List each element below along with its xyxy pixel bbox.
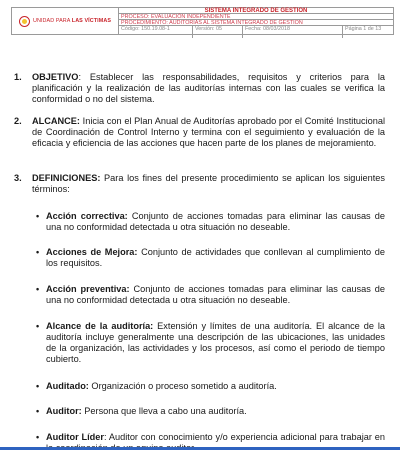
logo-text-a: UNIDAD PARA [32, 18, 72, 24]
definition-item [46, 211, 385, 233]
section-number: 3. [14, 173, 22, 183]
header-meta-row [119, 26, 393, 38]
system-title: SISTEMA INTEGRADO DE GESTION [119, 8, 393, 14]
logo-text-b: LAS VÍCTIMAS [71, 18, 112, 24]
section-number: 1. [14, 72, 22, 82]
section-text: Inicia con el Plan Anual de Auditorías aprobado por el Comité Institucional de Coordinación de Control Interno y termina con el seguimiento y evaluación de la eficacia y eficiencia de las acciones que hacen parte de los planes de mejoramiento. [32, 116, 385, 148]
unidad-victimas-logo [19, 16, 111, 27]
bullet-icon: • [36, 406, 40, 416]
definition-term: Auditado: [46, 381, 89, 391]
header-info [119, 8, 393, 34]
section-text: : Establecer las responsabilidades, requisitos y criterios para la planificación y la realización de las auditorías internas con las cuales se verifica la conformidad o no del sistema. [32, 72, 385, 104]
logo-text [33, 18, 111, 24]
definition-term: Auditor Líder [46, 432, 104, 442]
codigo-label: Código: 150.19.08-1 [119, 26, 193, 38]
definition-term: Acción correctiva: [46, 211, 128, 221]
definition-term: Acción preventiva: [46, 284, 130, 294]
definition-text: Extensión y límites de una auditoría. El alcance de la auditoría incluye generalmente una descripción de las ubicaciones, las unidades de la organización, las actividades y los procesos, así como el periodo de tiempo cubierto. [46, 321, 386, 364]
definition-term: Auditor: [46, 406, 82, 416]
section-alcance [32, 116, 385, 149]
document-header-table [11, 7, 394, 35]
section-objetivo [32, 72, 385, 105]
bullet-icon: • [36, 381, 40, 391]
definition-item [46, 247, 385, 269]
bullet-icon: • [36, 321, 40, 331]
bullet-icon: • [36, 247, 40, 257]
definition-item [46, 381, 385, 392]
logo-cell [12, 8, 119, 34]
section-text: Para los fines del presente procedimiento se aplican los siguientes términos: [32, 173, 385, 194]
section-label: OBJETIVO [32, 72, 79, 82]
seal-icon [19, 16, 30, 27]
definition-term: Acciones de Mejora: [46, 247, 138, 257]
bullet-icon: • [36, 284, 40, 294]
definition-text: Persona que lleva a cabo una auditoría. [81, 406, 247, 416]
definition-text: Conjunto de actividades que conllevan al cumplimiento de los requisitos. [46, 247, 385, 268]
bullet-icon: • [36, 432, 40, 442]
definition-text: : Auditor con conocimiento y/o experiencia adicional para trabajar en [103, 432, 385, 442]
fecha-label: Fecha: 08/03/2018 [243, 26, 343, 38]
definition-text: Organización o proceso sometido a auditoría. [88, 381, 277, 391]
definition-item [46, 321, 385, 365]
definition-item [46, 406, 385, 417]
section-label: ALCANCE: [32, 116, 80, 126]
procedimiento-label: PROCEDIMIENTO: AUDITORIAS AL SISTEMA INTEGRADO DE GESTION [119, 20, 393, 26]
definition-item [46, 284, 385, 306]
proceso-label: PROCESO: EVALUACIÓN INDEPENDIENTE [119, 14, 393, 20]
section-number: 2. [14, 116, 22, 126]
definition-text: Conjunto de acciones tomadas para eliminar las causas de una no conformidad detectada u otra situación no deseable. [46, 284, 385, 305]
section-label: DEFINICIONES: [32, 173, 101, 183]
bullet-icon: • [36, 211, 40, 221]
pagina-label: Página 1 de 13 [345, 26, 382, 32]
section-definiciones [32, 173, 385, 195]
definition-term: Alcance de la auditoría: [46, 321, 154, 331]
version-label: Versión: 05 [193, 26, 243, 38]
definition-text: Conjunto de acciones tomadas para eliminar las causas de una no conformidad detectada u otra situación no deseable. [46, 211, 385, 232]
